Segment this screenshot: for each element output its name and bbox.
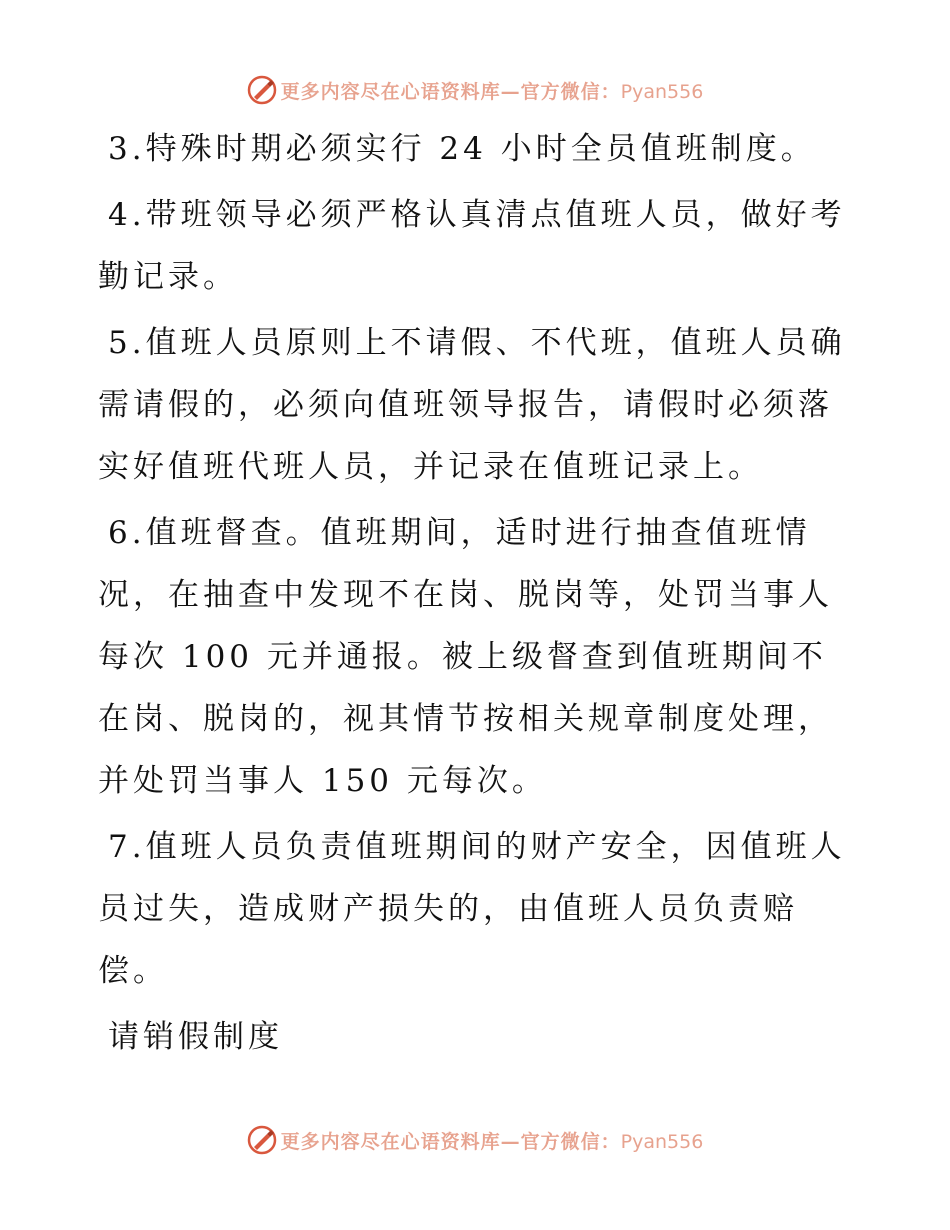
document-body — [98, 118, 858, 1072]
pen-logo-icon — [247, 1125, 277, 1155]
footer-watermark — [0, 1120, 950, 1160]
section-heading: 请销假制度 — [108, 1019, 283, 1055]
header-watermark — [0, 70, 950, 110]
pen-logo-icon — [247, 75, 277, 105]
paragraph-4: 4.带班领导必须严格认真清点值班人员，做好考勤记录。 — [98, 197, 846, 295]
paragraph-5: 5.值班人员原则上不请假、不代班，值班人员确需请假的，必须向值班领导报告，请假时必须落实好值班代班人员，并记录在值班记录上。 — [98, 325, 846, 485]
paragraph-6: 6.值班督查。值班期间，适时进行抽查值班情况，在抽查中发现不在岗、脱岗等，处罚当事人每次 100 元并通报。被上级督查到值班期间不在岗、脱岗的，视其情节按相关规章制度处理，并处罚当事人 150 元每次。 — [98, 515, 833, 799]
paragraph-3: 3.特殊时期必须实行 24 小时全员值班制度。 — [108, 131, 816, 167]
watermark-text: 更多内容尽在心语资料库—官方微信：Pyan556 — [280, 80, 704, 103]
paragraph-7: 7.值班人员负责值班期间的财产安全，因值班人员过失，造成财产损失的，由值班人员负责赔偿。 — [98, 829, 846, 989]
watermark-text: 更多内容尽在心语资料库—官方微信：Pyan556 — [280, 1130, 704, 1153]
